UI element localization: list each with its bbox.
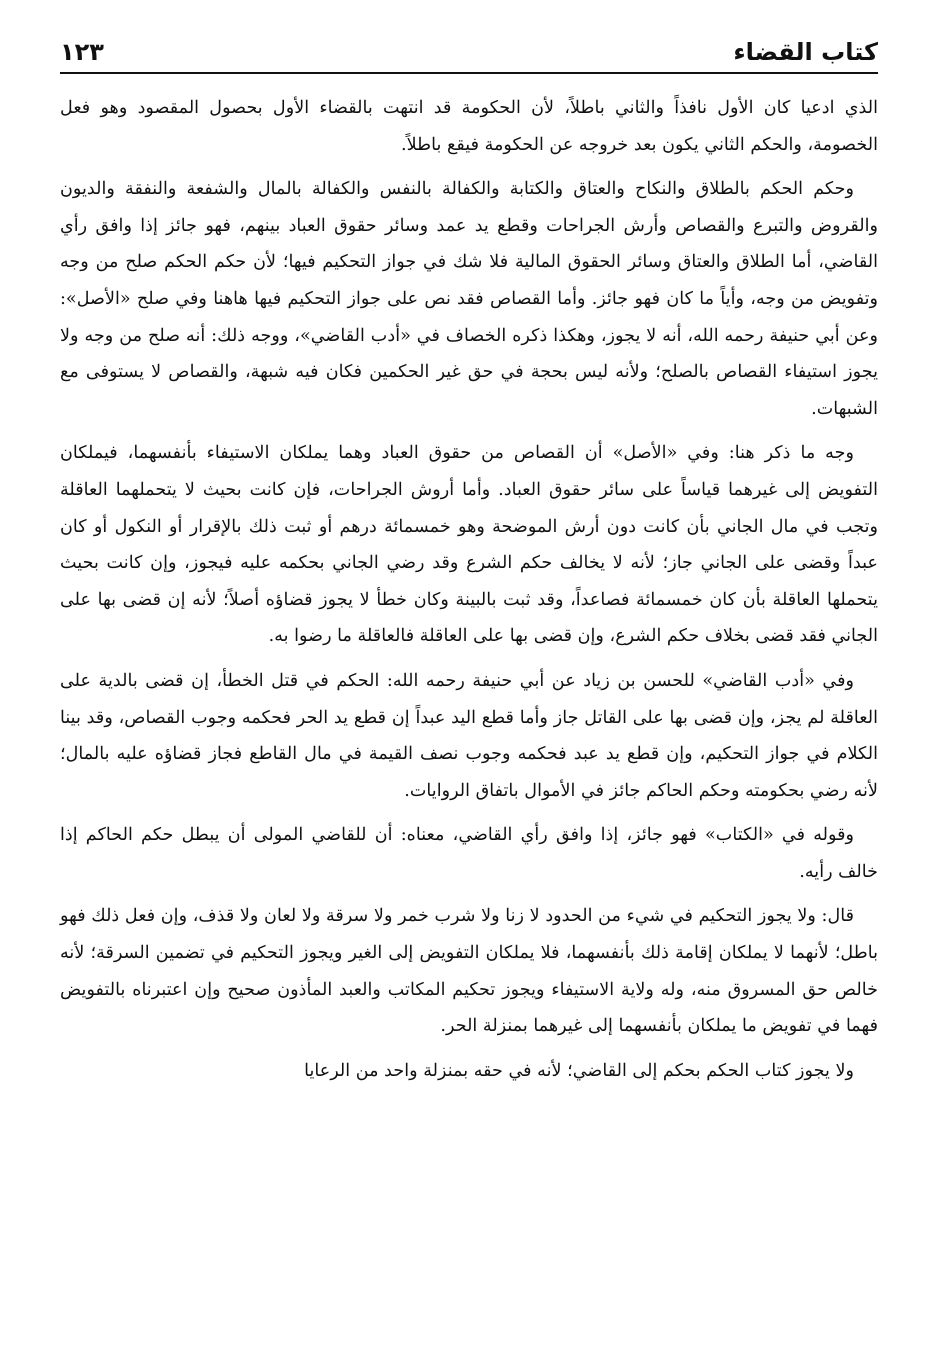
paragraph: وقوله في «الكتاب» فهو جائز، إذا وافق رأي القاضي، معناه: أن للقاضي المولى أن يبطل حكم الحاكم إذا خالف رأيه. <box>60 825 878 882</box>
page-header <box>60 28 878 74</box>
paragraph: وحكم الحكم بالطلاق والنكاح والعتاق والكتابة والكفالة بالنفس والكفالة بالمال والشفعة والنفقة والديون والقروض والتبرع والقصاص وأرش الجراحات وقطع يد عمد وسائر حقوق العباد بينهم، فهو جائز إذا وافق رأي القاضي، أما الطلاق والعتاق وسائر الحقوق المالية فلا شك في جواز التحكيم فيها؛ لأن حكم الحكم صلح من وجه وتفويض من وجه، وأياً ما كان فهو جائز. وأما القصاص فقد نص على جواز التحكيم فيها هاهنا وفي صلح «الأصل»: وعن أبي حنيفة رحمه الله، أنه لا يجوز، وهكذا ذكره الخصاف في «أدب القاضي»، ووجه ذلك: أنه صلح من وجه ولا يجوز استيفاء القصاص بالصلح؛ ولأنه ليس بحجة في حق غير الحكمين فكان فيه شبهة، والقصاص لا يستوفى مع الشبهات. <box>60 179 878 419</box>
paragraph: قال: ولا يجوز التحكيم في شيء من الحدود لا زنا ولا شرب خمر ولا سرقة ولا لعان ولا قذف، وإن فعل ذلك فهو باطل؛ لأنهما لا يملكان إقامة ذلك بأنفسهما، فلا يملكان التفويض إلى الغير ويجوز التحكيم في تضمين السرقة؛ لأنه خالص حق المسروق منه، وله ولاية الاستيفاء ويجوز تحكيم المكاتب والعبد المأذون صحيح وإن اعتبرناه بالتفويض فهما في تفويض ما يملكان بأنفسهما إلى غيرهما بمنزلة الحر. <box>60 906 878 1037</box>
page-number: ١٢٣ <box>60 38 104 66</box>
page-body <box>60 90 878 1089</box>
paragraph: الذي ادعيا كان الأول نافذاً والثاني باطلاً، لأن الحكومة قد انتهت بالقضاء الأول بحصول المقصود وهو فعل الخصومة، والحكم الثاني يكون بعد خروجه عن الحكومة فيقع باطلاً. <box>60 98 878 155</box>
paragraph: ولا يجوز كتاب الحكم بحكم إلى القاضي؛ لأنه في حقه بمنزلة واحد من الرعايا <box>304 1060 854 1081</box>
book-page <box>60 28 878 1348</box>
paragraph: وفي «أدب القاضي» للحسن بن زياد عن أبي حنيفة رحمه الله: الحكم في قتل الخطأ، إن قضى بالدية على العاقلة لم يجز، وإن قضى بها على القاتل جاز وأما قطع اليد عبداً إن قطع يد الحر فحكمه وجوب القصاص، وقد بينا الكلام في جواز التحكيم، وإن قطع يد عبد فحكمه وجوب نصف القيمة في مال القاطع فجاز قضاؤه عليه بالمال؛ لأنه رضي بحكومته وحكم الحاكم جائز في الأموال باتفاق الروايات. <box>60 670 878 801</box>
running-title: كتاب القضاء <box>733 38 878 66</box>
paragraph: وجه ما ذكر هنا: وفي «الأصل» أن القصاص من حقوق العباد وهما يملكان الاستيفاء بأنفسهما، فيملكان التفويض إلى غيرهما قياساً على سائر حقوق العباد. وأما أروش الجراحات، فإن كانت بحيث لا يتحملهما العاقلة وتجب في مال الجاني بأن كانت دون أرش الموضحة وهو خمسمائة درهم أو ثبت ذلك بالإقرار أو النكول أو كان عبداً وقضى على الجاني جاز؛ لأنه لا يخالف حكم الشرع وقد رضي الجاني بحكمه عليه فيجوز، وإن كانت بحيث يتحملها العاقلة بأن كان خمسمائة فصاعداً، وقد ثبت بالبينة وكان خطأ لا يجوز قضاؤه أصلاً؛ لأنه إن قضى بها على الجاني فقد قضى بخلاف حكم الشرع، وإن قضى بها على العاقلة فالعاقلة ما رضوا به. <box>60 443 878 647</box>
